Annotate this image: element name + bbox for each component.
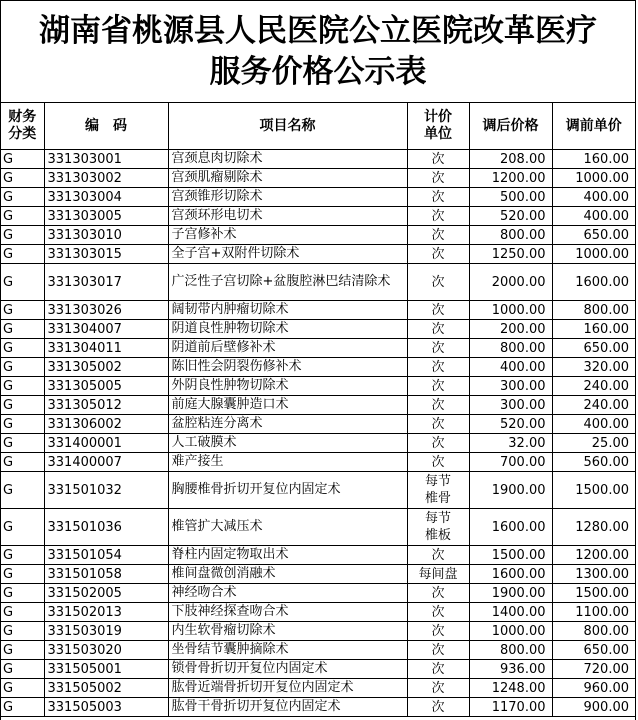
cell-item-name: 肱骨干骨折切开复位内固定术 xyxy=(168,698,407,717)
cell-new-price: 500.00 xyxy=(469,188,552,207)
cell-category: G xyxy=(1,584,44,603)
cell-unit: 次 xyxy=(407,264,469,301)
table-row xyxy=(1,150,635,169)
cell-new-price: 1250.00 xyxy=(469,245,552,264)
cell-new-price: 300.00 xyxy=(469,396,552,415)
cell-item-name: 陈旧性会阴裂伤修补术 xyxy=(168,358,407,377)
cell-code: 331502005 xyxy=(44,584,168,603)
cell-category: G xyxy=(1,415,44,434)
cell-old-price: 560.00 xyxy=(552,453,635,472)
cell-old-price: 960.00 xyxy=(552,679,635,698)
cell-item-name: 前庭大腺囊肿造口术 xyxy=(168,396,407,415)
cell-unit: 次 xyxy=(407,698,469,717)
table-row xyxy=(1,453,635,472)
cell-unit: 次 xyxy=(407,150,469,169)
cell-unit: 次 xyxy=(407,584,469,603)
table-body xyxy=(1,150,635,717)
cell-new-price: 208.00 xyxy=(469,150,552,169)
cell-unit: 次 xyxy=(407,415,469,434)
table-row xyxy=(1,358,635,377)
table-row xyxy=(1,546,635,565)
cell-new-price: 1900.00 xyxy=(469,472,552,509)
cell-item-name: 广泛性子宫切除+盆腹腔淋巴结清除术 xyxy=(168,264,407,301)
cell-new-price: 1000.00 xyxy=(469,301,552,320)
table-row xyxy=(1,320,635,339)
cell-item-name: 椎管扩大减压术 xyxy=(168,509,407,546)
cell-unit: 次 xyxy=(407,377,469,396)
cell-item-name: 全子宫+双附件切除术 xyxy=(168,245,407,264)
cell-code: 331303002 xyxy=(44,169,168,188)
cell-category: G xyxy=(1,679,44,698)
cell-item-name: 难产接生 xyxy=(168,453,407,472)
cell-item-name: 脊柱内固定物取出术 xyxy=(168,546,407,565)
cell-new-price: 400.00 xyxy=(469,358,552,377)
cell-old-price: 800.00 xyxy=(552,622,635,641)
cell-new-price: 1248.00 xyxy=(469,679,552,698)
cell-new-price: 32.00 xyxy=(469,434,552,453)
cell-category: G xyxy=(1,358,44,377)
cell-code: 331503019 xyxy=(44,622,168,641)
header-old-price: 调前单价 xyxy=(552,103,635,150)
cell-category: G xyxy=(1,320,44,339)
cell-code: 331501036 xyxy=(44,509,168,546)
table-row xyxy=(1,509,635,546)
cell-unit: 每节 椎骨 xyxy=(407,472,469,509)
cell-new-price: 800.00 xyxy=(469,641,552,660)
table-row xyxy=(1,434,635,453)
table-row xyxy=(1,339,635,358)
cell-unit: 次 xyxy=(407,169,469,188)
cell-old-price: 650.00 xyxy=(552,641,635,660)
cell-code: 331303004 xyxy=(44,188,168,207)
cell-category: G xyxy=(1,188,44,207)
cell-code: 331304007 xyxy=(44,320,168,339)
cell-item-name: 宫颈锥形切除术 xyxy=(168,188,407,207)
cell-old-price: 650.00 xyxy=(552,339,635,358)
cell-old-price: 650.00 xyxy=(552,226,635,245)
cell-category: G xyxy=(1,245,44,264)
table-row xyxy=(1,565,635,584)
table-row xyxy=(1,377,635,396)
cell-code: 331306002 xyxy=(44,415,168,434)
cell-item-name: 宫颈环形电切术 xyxy=(168,207,407,226)
cell-category: G xyxy=(1,169,44,188)
cell-code: 331303005 xyxy=(44,207,168,226)
cell-old-price: 1280.00 xyxy=(552,509,635,546)
cell-item-name: 肱骨近端骨折切开复位内固定术 xyxy=(168,679,407,698)
cell-old-price: 1200.00 xyxy=(552,546,635,565)
cell-unit: 次 xyxy=(407,622,469,641)
cell-old-price: 400.00 xyxy=(552,188,635,207)
cell-old-price: 1600.00 xyxy=(552,264,635,301)
cell-code: 331305002 xyxy=(44,358,168,377)
cell-code: 331400001 xyxy=(44,434,168,453)
cell-new-price: 1600.00 xyxy=(469,565,552,584)
cell-old-price: 240.00 xyxy=(552,377,635,396)
cell-unit: 次 xyxy=(407,320,469,339)
table-row xyxy=(1,603,635,622)
cell-item-name: 坐骨结节囊肿摘除术 xyxy=(168,641,407,660)
cell-code: 331505001 xyxy=(44,660,168,679)
table-row xyxy=(1,622,635,641)
cell-unit: 次 xyxy=(407,188,469,207)
cell-unit: 次 xyxy=(407,396,469,415)
cell-old-price: 25.00 xyxy=(552,434,635,453)
table-row xyxy=(1,188,635,207)
cell-old-price: 240.00 xyxy=(552,396,635,415)
cell-old-price: 1500.00 xyxy=(552,472,635,509)
cell-new-price: 1900.00 xyxy=(469,584,552,603)
cell-category: G xyxy=(1,698,44,717)
cell-category: G xyxy=(1,453,44,472)
cell-category: G xyxy=(1,339,44,358)
cell-item-name: 宫颈息肉切除术 xyxy=(168,150,407,169)
cell-item-name: 阴道前后壁修补术 xyxy=(168,339,407,358)
cell-new-price: 700.00 xyxy=(469,453,552,472)
table-row xyxy=(1,169,635,188)
cell-code: 331303001 xyxy=(44,150,168,169)
cell-category: G xyxy=(1,641,44,660)
cell-unit: 每间盘 xyxy=(407,565,469,584)
cell-category: G xyxy=(1,622,44,641)
cell-old-price: 720.00 xyxy=(552,660,635,679)
header-new-price: 调后价格 xyxy=(469,103,552,150)
cell-code: 331303015 xyxy=(44,245,168,264)
cell-code: 331505002 xyxy=(44,679,168,698)
cell-unit: 每节 椎板 xyxy=(407,509,469,546)
header-unit: 计价 单位 xyxy=(407,103,469,150)
cell-category: G xyxy=(1,150,44,169)
table-row xyxy=(1,660,635,679)
cell-old-price: 320.00 xyxy=(552,358,635,377)
table-row xyxy=(1,226,635,245)
cell-new-price: 1000.00 xyxy=(469,622,552,641)
cell-new-price: 520.00 xyxy=(469,207,552,226)
cell-old-price: 1500.00 xyxy=(552,584,635,603)
cell-category: G xyxy=(1,207,44,226)
cell-category: G xyxy=(1,377,44,396)
title-line-2: 服务价格公示表 xyxy=(209,54,427,90)
cell-code: 331303017 xyxy=(44,264,168,301)
cell-code: 331501058 xyxy=(44,565,168,584)
table-row xyxy=(1,396,635,415)
cell-unit: 次 xyxy=(407,207,469,226)
cell-new-price: 1500.00 xyxy=(469,546,552,565)
title-line-1: 湖南省桃源县人民医院公立医院改革医疗 xyxy=(39,13,597,49)
cell-category: G xyxy=(1,434,44,453)
cell-item-name: 椎间盘微创消融术 xyxy=(168,565,407,584)
cell-unit: 次 xyxy=(407,339,469,358)
cell-code: 331503020 xyxy=(44,641,168,660)
cell-item-name: 阴道良性肿物切除术 xyxy=(168,320,407,339)
table-row xyxy=(1,641,635,660)
price-table xyxy=(1,103,635,717)
cell-old-price: 400.00 xyxy=(552,415,635,434)
cell-unit: 次 xyxy=(407,434,469,453)
cell-old-price: 1100.00 xyxy=(552,603,635,622)
cell-unit: 次 xyxy=(407,245,469,264)
cell-item-name: 阔韧带内肿瘤切除术 xyxy=(168,301,407,320)
cell-old-price: 800.00 xyxy=(552,301,635,320)
cell-unit: 次 xyxy=(407,603,469,622)
header-row xyxy=(1,103,635,150)
cell-old-price: 400.00 xyxy=(552,207,635,226)
cell-unit: 次 xyxy=(407,226,469,245)
cell-category: G xyxy=(1,264,44,301)
cell-item-name: 子宫修补术 xyxy=(168,226,407,245)
cell-item-name: 内生软骨瘤切除术 xyxy=(168,622,407,641)
cell-category: G xyxy=(1,472,44,509)
cell-unit: 次 xyxy=(407,301,469,320)
cell-new-price: 1600.00 xyxy=(469,509,552,546)
header-code: 编 码 xyxy=(44,103,168,150)
cell-item-name: 锁骨骨折切开复位内固定术 xyxy=(168,660,407,679)
cell-item-name: 外阴良性肿物切除术 xyxy=(168,377,407,396)
table-row xyxy=(1,679,635,698)
cell-new-price: 520.00 xyxy=(469,415,552,434)
cell-category: G xyxy=(1,546,44,565)
table-row xyxy=(1,264,635,301)
cell-category: G xyxy=(1,565,44,584)
cell-code: 331502013 xyxy=(44,603,168,622)
cell-unit: 次 xyxy=(407,358,469,377)
cell-category: G xyxy=(1,509,44,546)
cell-unit: 次 xyxy=(407,641,469,660)
cell-code: 331400007 xyxy=(44,453,168,472)
table-row xyxy=(1,698,635,717)
page-title xyxy=(1,1,635,103)
cell-old-price: 1000.00 xyxy=(552,169,635,188)
cell-old-price: 1300.00 xyxy=(552,565,635,584)
cell-code: 331304011 xyxy=(44,339,168,358)
cell-item-name: 胸腰椎骨折切开复位内固定术 xyxy=(168,472,407,509)
header-category: 财务 分类 xyxy=(1,103,44,150)
cell-category: G xyxy=(1,396,44,415)
cell-category: G xyxy=(1,301,44,320)
cell-item-name: 宫颈肌瘤剔除术 xyxy=(168,169,407,188)
cell-item-name: 下肢神经探查吻合术 xyxy=(168,603,407,622)
cell-category: G xyxy=(1,660,44,679)
cell-new-price: 936.00 xyxy=(469,660,552,679)
cell-category: G xyxy=(1,603,44,622)
cell-old-price: 160.00 xyxy=(552,320,635,339)
header-name: 项目名称 xyxy=(168,103,407,150)
cell-new-price: 1170.00 xyxy=(469,698,552,717)
cell-code: 331305005 xyxy=(44,377,168,396)
cell-new-price: 1200.00 xyxy=(469,169,552,188)
cell-code: 331305012 xyxy=(44,396,168,415)
cell-category: G xyxy=(1,226,44,245)
cell-unit: 次 xyxy=(407,453,469,472)
table-row xyxy=(1,584,635,603)
table-row xyxy=(1,472,635,509)
cell-item-name: 盆腔粘连分离术 xyxy=(168,415,407,434)
cell-new-price: 1400.00 xyxy=(469,603,552,622)
cell-unit: 次 xyxy=(407,660,469,679)
cell-code: 331505003 xyxy=(44,698,168,717)
cell-item-name: 神经吻合术 xyxy=(168,584,407,603)
cell-old-price: 1000.00 xyxy=(552,245,635,264)
cell-code: 331303026 xyxy=(44,301,168,320)
cell-code: 331501032 xyxy=(44,472,168,509)
table-row xyxy=(1,245,635,264)
cell-new-price: 800.00 xyxy=(469,226,552,245)
table-row xyxy=(1,301,635,320)
cell-new-price: 2000.00 xyxy=(469,264,552,301)
cell-new-price: 300.00 xyxy=(469,377,552,396)
cell-item-name: 人工破膜术 xyxy=(168,434,407,453)
table-row xyxy=(1,207,635,226)
cell-unit: 次 xyxy=(407,679,469,698)
cell-old-price: 900.00 xyxy=(552,698,635,717)
cell-code: 331303010 xyxy=(44,226,168,245)
cell-unit: 次 xyxy=(407,546,469,565)
cell-old-price: 160.00 xyxy=(552,150,635,169)
cell-code: 331501054 xyxy=(44,546,168,565)
cell-new-price: 200.00 xyxy=(469,320,552,339)
cell-new-price: 800.00 xyxy=(469,339,552,358)
table-row xyxy=(1,415,635,434)
